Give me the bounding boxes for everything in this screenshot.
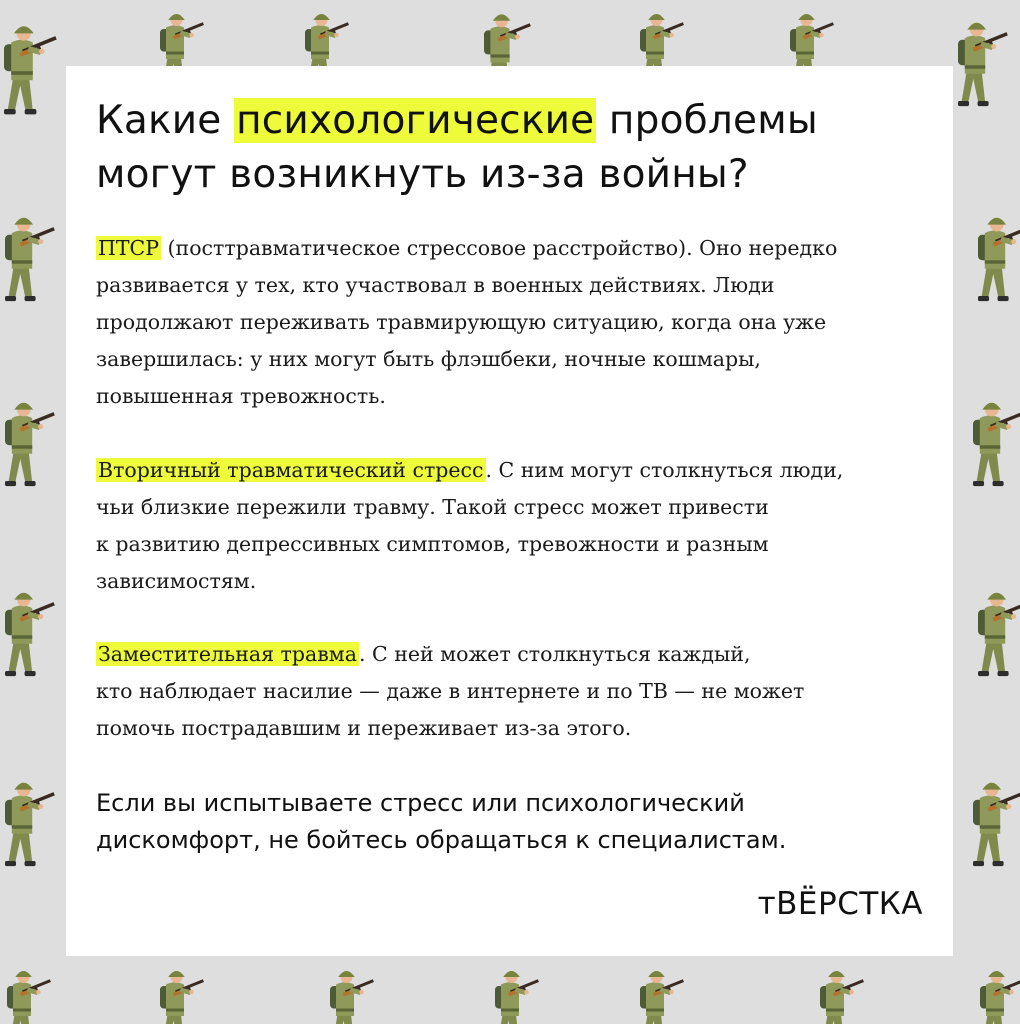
- title-before: Какие: [96, 98, 235, 143]
- title-after: проблемы: [596, 98, 818, 143]
- term-highlight: ПТСР: [98, 236, 160, 260]
- section-line: . С ним могут столкнуться люди,: [485, 458, 844, 482]
- section-line: к развитию депрессивных симптомов, тревожности и разным: [96, 532, 769, 556]
- closing-text: [96, 785, 916, 859]
- section-vicarious-trauma: [96, 636, 896, 747]
- brand-logo: тВЁРСТКА: [757, 886, 923, 922]
- section-line: развивается у тех, кто участвовал в военных действиях. Люди: [96, 273, 775, 297]
- section-line: кто наблюдает насилие — даже в интернете и по ТВ — не может: [96, 679, 805, 703]
- term-highlight: Вторичный травматический стресс: [98, 458, 484, 482]
- closing-line-2: дискомфорт, не бойтесь обращаться к специалистам.: [96, 826, 787, 854]
- term-highlight: Заместительная травма: [98, 642, 357, 666]
- section-line: чьи близкие пережили травму. Такой стресс может привести: [96, 495, 769, 519]
- section-line: продолжают переживать травмирующую ситуацию, когда она уже: [96, 310, 827, 334]
- section-line: (посттравматическое стрессовое расстройство). Оно нередко: [161, 236, 838, 260]
- info-card: [66, 66, 953, 956]
- title-line-2: могут возникнуть из-за войны?: [96, 152, 749, 197]
- section-secondary-stress: [96, 452, 896, 600]
- section-line: помочь пострадавшим и переживает из-за этого.: [96, 716, 632, 740]
- page-title: [96, 94, 936, 202]
- section-line: повышенная тревожность.: [96, 384, 386, 408]
- section-line: завершилась: у них могут быть флэшбеки, ночные кошмары,: [96, 347, 761, 371]
- section-ptsd: [96, 230, 896, 415]
- closing-line-1: Если вы испытываете стресс или психологический: [96, 789, 745, 817]
- section-line: . С ней может столкнуться каждый,: [358, 642, 751, 666]
- title-highlight: психологические: [236, 98, 595, 143]
- section-line: зависимостям.: [96, 569, 257, 593]
